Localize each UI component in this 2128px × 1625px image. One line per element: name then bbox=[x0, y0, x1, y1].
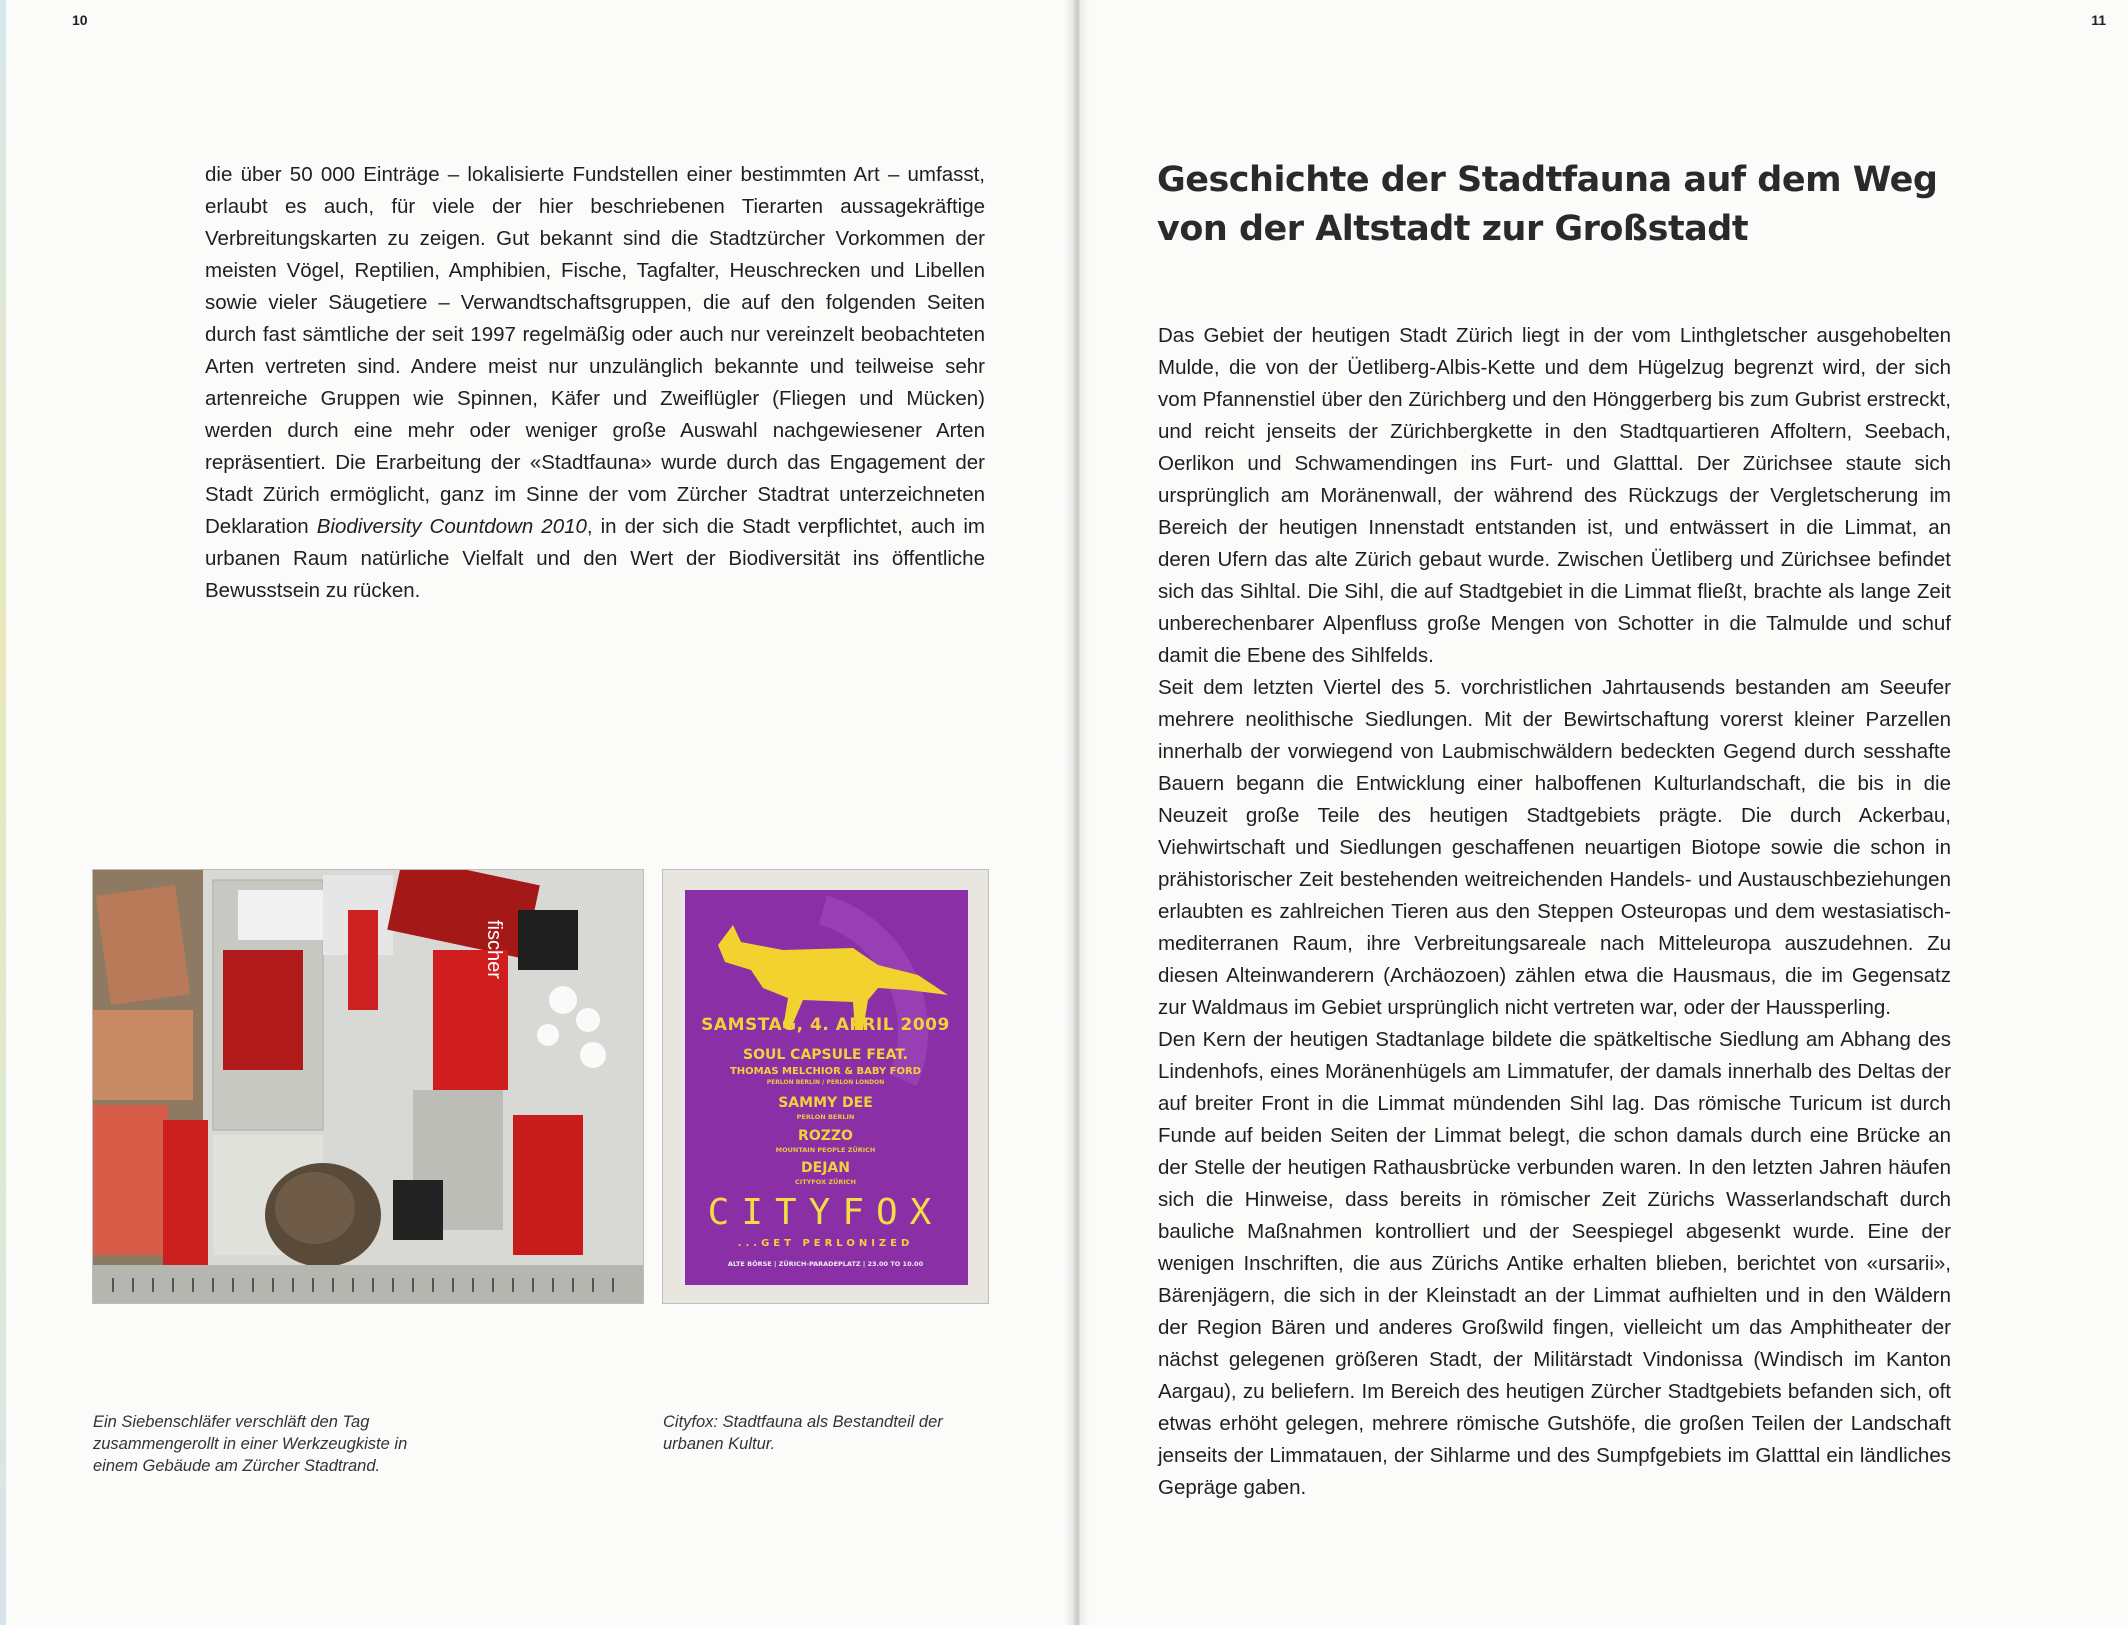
paragraph: Den Kern der heutigen Stadtanlage bildete die spätkeltische Siedlung am Abhang des Lindenhofs, eines Moränenhügels am Limmatufer, der damals innerhalb des Deltas der auf breiter Front in die Limmat mündenden Sihl lag. Das römische Turicum ist durch Funde auf beiden Seiten der Limmat belegt, die schon damals durch eine Brücke an der Stelle der heutigen Rathausbrücke verbunden waren. In den letzten Jahren häufen sich die Hinweise, dass bereits in römischer Zeit Zürichs Wasserlandschaft durch bauliche Maßnahmen kontrolliert und der Seespiegel abgesenkt wurde. Eine der wenigen Inschriften, die aus Zürichs Antike erhalten blieben, berichtet von «ursarii», Bärenjägern, die sich in der Kleinstadt an der Limmat aufhielten und in den Wäldern der Region Bären und anderes Großwild fingen, vielleicht um das Amphitheater der nächst gelegenen größeren Stadt, der Militärstadt Vindonissa (Windisch im Kanton Aargau), zu beliefern. Im Bereich des heutigen Zürcher Stadtgebiets befanden sich, oft etwas erhöht gelegen, mehrere römische Gutshöfe, die großen Teilen der Landschaft jenseits der Limmatauen, der Sihlarme und des Sumpfgebiets im Glatttal ein ländliches Gepräge gaben. bbox=[1158, 1028, 1951, 1499]
toolbox-label-fischer: fischer bbox=[483, 920, 505, 979]
left-text-italic-title: Biodiversity Countdown 2010 bbox=[316, 515, 587, 538]
left-body-text bbox=[205, 159, 985, 607]
caption-toolbox: Ein Siebenschläfer verschläft den Tag zusammengerollt in einer Werkzeugkiste in einem Gebäude am Zürcher Stadtrand. bbox=[93, 1413, 408, 1475]
poster-tagline: ...GET PERLONIZED bbox=[737, 1238, 914, 1249]
right-body-text bbox=[1158, 320, 1951, 1504]
poster-act-1-sub: THOMAS MELCHIOR & BABY FORD bbox=[729, 1066, 922, 1077]
book-gutter bbox=[1064, 0, 1090, 1625]
photo-toolbox bbox=[93, 870, 643, 1303]
poster-act-3-location: MOUNTAIN PEOPLE ZÜRICH bbox=[775, 1146, 876, 1154]
poster-act-2-location: PERLON BERLIN bbox=[796, 1113, 855, 1121]
poster-brand: CITYFOX bbox=[707, 1192, 944, 1233]
chapter-heading: Geschichte der Stadtfauna auf dem Weg von der Altstadt zur Großstadt bbox=[1157, 160, 1938, 249]
toolbox-illustration bbox=[93, 870, 643, 1303]
poster-act-3: ROZZO bbox=[798, 1128, 853, 1144]
poster-act-1: SOUL CAPSULE FEAT. bbox=[743, 1047, 908, 1063]
poster-footer: ALTE BÖRSE | ZÜRICH-PARADEPLATZ | 23.00 TO 10.00 bbox=[727, 1260, 924, 1268]
poster-act-4: DEJAN bbox=[801, 1160, 850, 1176]
page-number-right: 11 bbox=[2091, 12, 2106, 28]
left-text-part-3: , in der sich die Stadt verpflichtet, auch im urbanen Raum natürliche Vielfalt und den Wert der Biodiversität ins öffentliche Bewusstsein zu rücken. bbox=[205, 515, 985, 602]
poster-act-1-location: PERLON BERLIN / PERLON LONDON bbox=[766, 1079, 885, 1086]
poster-act-4-location: CITYFOX ZÜRICH bbox=[795, 1178, 856, 1186]
page-number-left: 10 bbox=[72, 12, 88, 28]
paragraph: Das Gebiet der heutigen Stadt Zürich liegt in der vom Linthgletscher ausgehobelten Mulde, die von der Üetliberg-Albis-Kette und dem Hügelzug begrenzt wird, der sich vom Pfannenstiel über den Zürichberg und den Hönggerberg bis zum Gubrist erstreckt, und reicht jenseits der Zürichbergkette in den Stadtquartieren Affoltern, Seebach, Oerlikon und Schwamendingen ins Furt- und Glatttal. Der Zürichsee staute sich ursprünglich am Moränenwall, der während des Rückzugs der Vergletscherung im Bereich der heutigen Innenstadt entstanden ist, und entwässert in die Limmat, an deren Ufern das alte Zürich gebaut wurde. Zwischen Üetliberg und Zürichsee befindet sich das Sihltal. Die Sihl, die auf Stadtgebiet in die Limmat fließt, brachte als lange Zeit unberechenbarer Alpenfluss große Mengen von Schotter in die Talmulde und schuf damit die Ebene des Sihlfelds. bbox=[1158, 324, 1951, 667]
poster-date: SAMSTAG, 4. APRIL 2009 bbox=[701, 1015, 950, 1035]
paragraph: Seit dem letzten Viertel des 5. vorchristlichen Jahrtausends bestanden am Seeufer mehrere neolithische Siedlungen. Mit der Bewirtschaftung vorerst kleiner Parzellen innerhalb der vorwiegend von Laubmischwäldern bedeckten Gegend durch sesshafte Bauern begann die Entwicklung einer halboffenen Kulturlandschaft, die bis in die Neuzeit große Teile des heutigen Stadtgebiets prägte. Die durch Ackerbau, Viehwirtschaft und Siedlungen geschaffenen neuartigen Biotope sowie die schon in prähistorischer Zeit bestehenden weitreichenden Handels- und Austauschbeziehungen erlaubten es zahlreichen Tieren aus den Steppen Osteuropas und dem westasiatisch-mediterranen Raum, ihre Verbreitungsareale nach Mitteleuropa auszudehnen. Zu diesen Alteinwanderern (Archäozoen) zählen etwa die Hausmaus, die im Gegensatz zur Waldmaus im Gebiet ursprünglich nicht vertreten war, oder der Haussperling. bbox=[1158, 676, 1951, 1019]
photo-cityfox-poster bbox=[663, 870, 988, 1303]
caption-poster: Cityfox: Stadtfauna als Bestandteil der urbanen Kultur. bbox=[663, 1413, 943, 1453]
poster-act-2: SAMMY DEE bbox=[778, 1095, 873, 1111]
left-text-part-1: die über 50 000 Einträge – lokalisierte Fundstellen einer bestimmten Art – umfasst, erlaubt es auch, für viele der hier beschriebenen Tierarten aussagekräftige Verbreitungskarten zu zeigen. Gut bekannt sind die Stadtzürcher Vorkommen der meisten Vögel, Reptilien, Amphibien, Fische, Tagfalter, Heuschrecken und Libellen sowie vieler Säugetiere – Verwandtschaftsgruppen, die auf den folgenden Seiten durch fast sämtliche der seit 1997 regelmäßig oder auch nur vereinzelt beobachteten Arten vertreten sind. Andere meist nur unzulänglich bekannte und teilweise sehr artenreiche Gruppen wie Spinnen, Käfer und Zweiflügler (Fliegen und Mücken) werden durch eine mehr oder weniger große Auswahl nachgewiesener Arten repräsentiert. Die Erarbeitung der «Stadtfauna» wurde durch das Engagement der Stadt Zürich ermöglicht, ganz im Sinne der vom Zürcher Stadtrat unterzeichneten Deklaration bbox=[205, 163, 985, 538]
